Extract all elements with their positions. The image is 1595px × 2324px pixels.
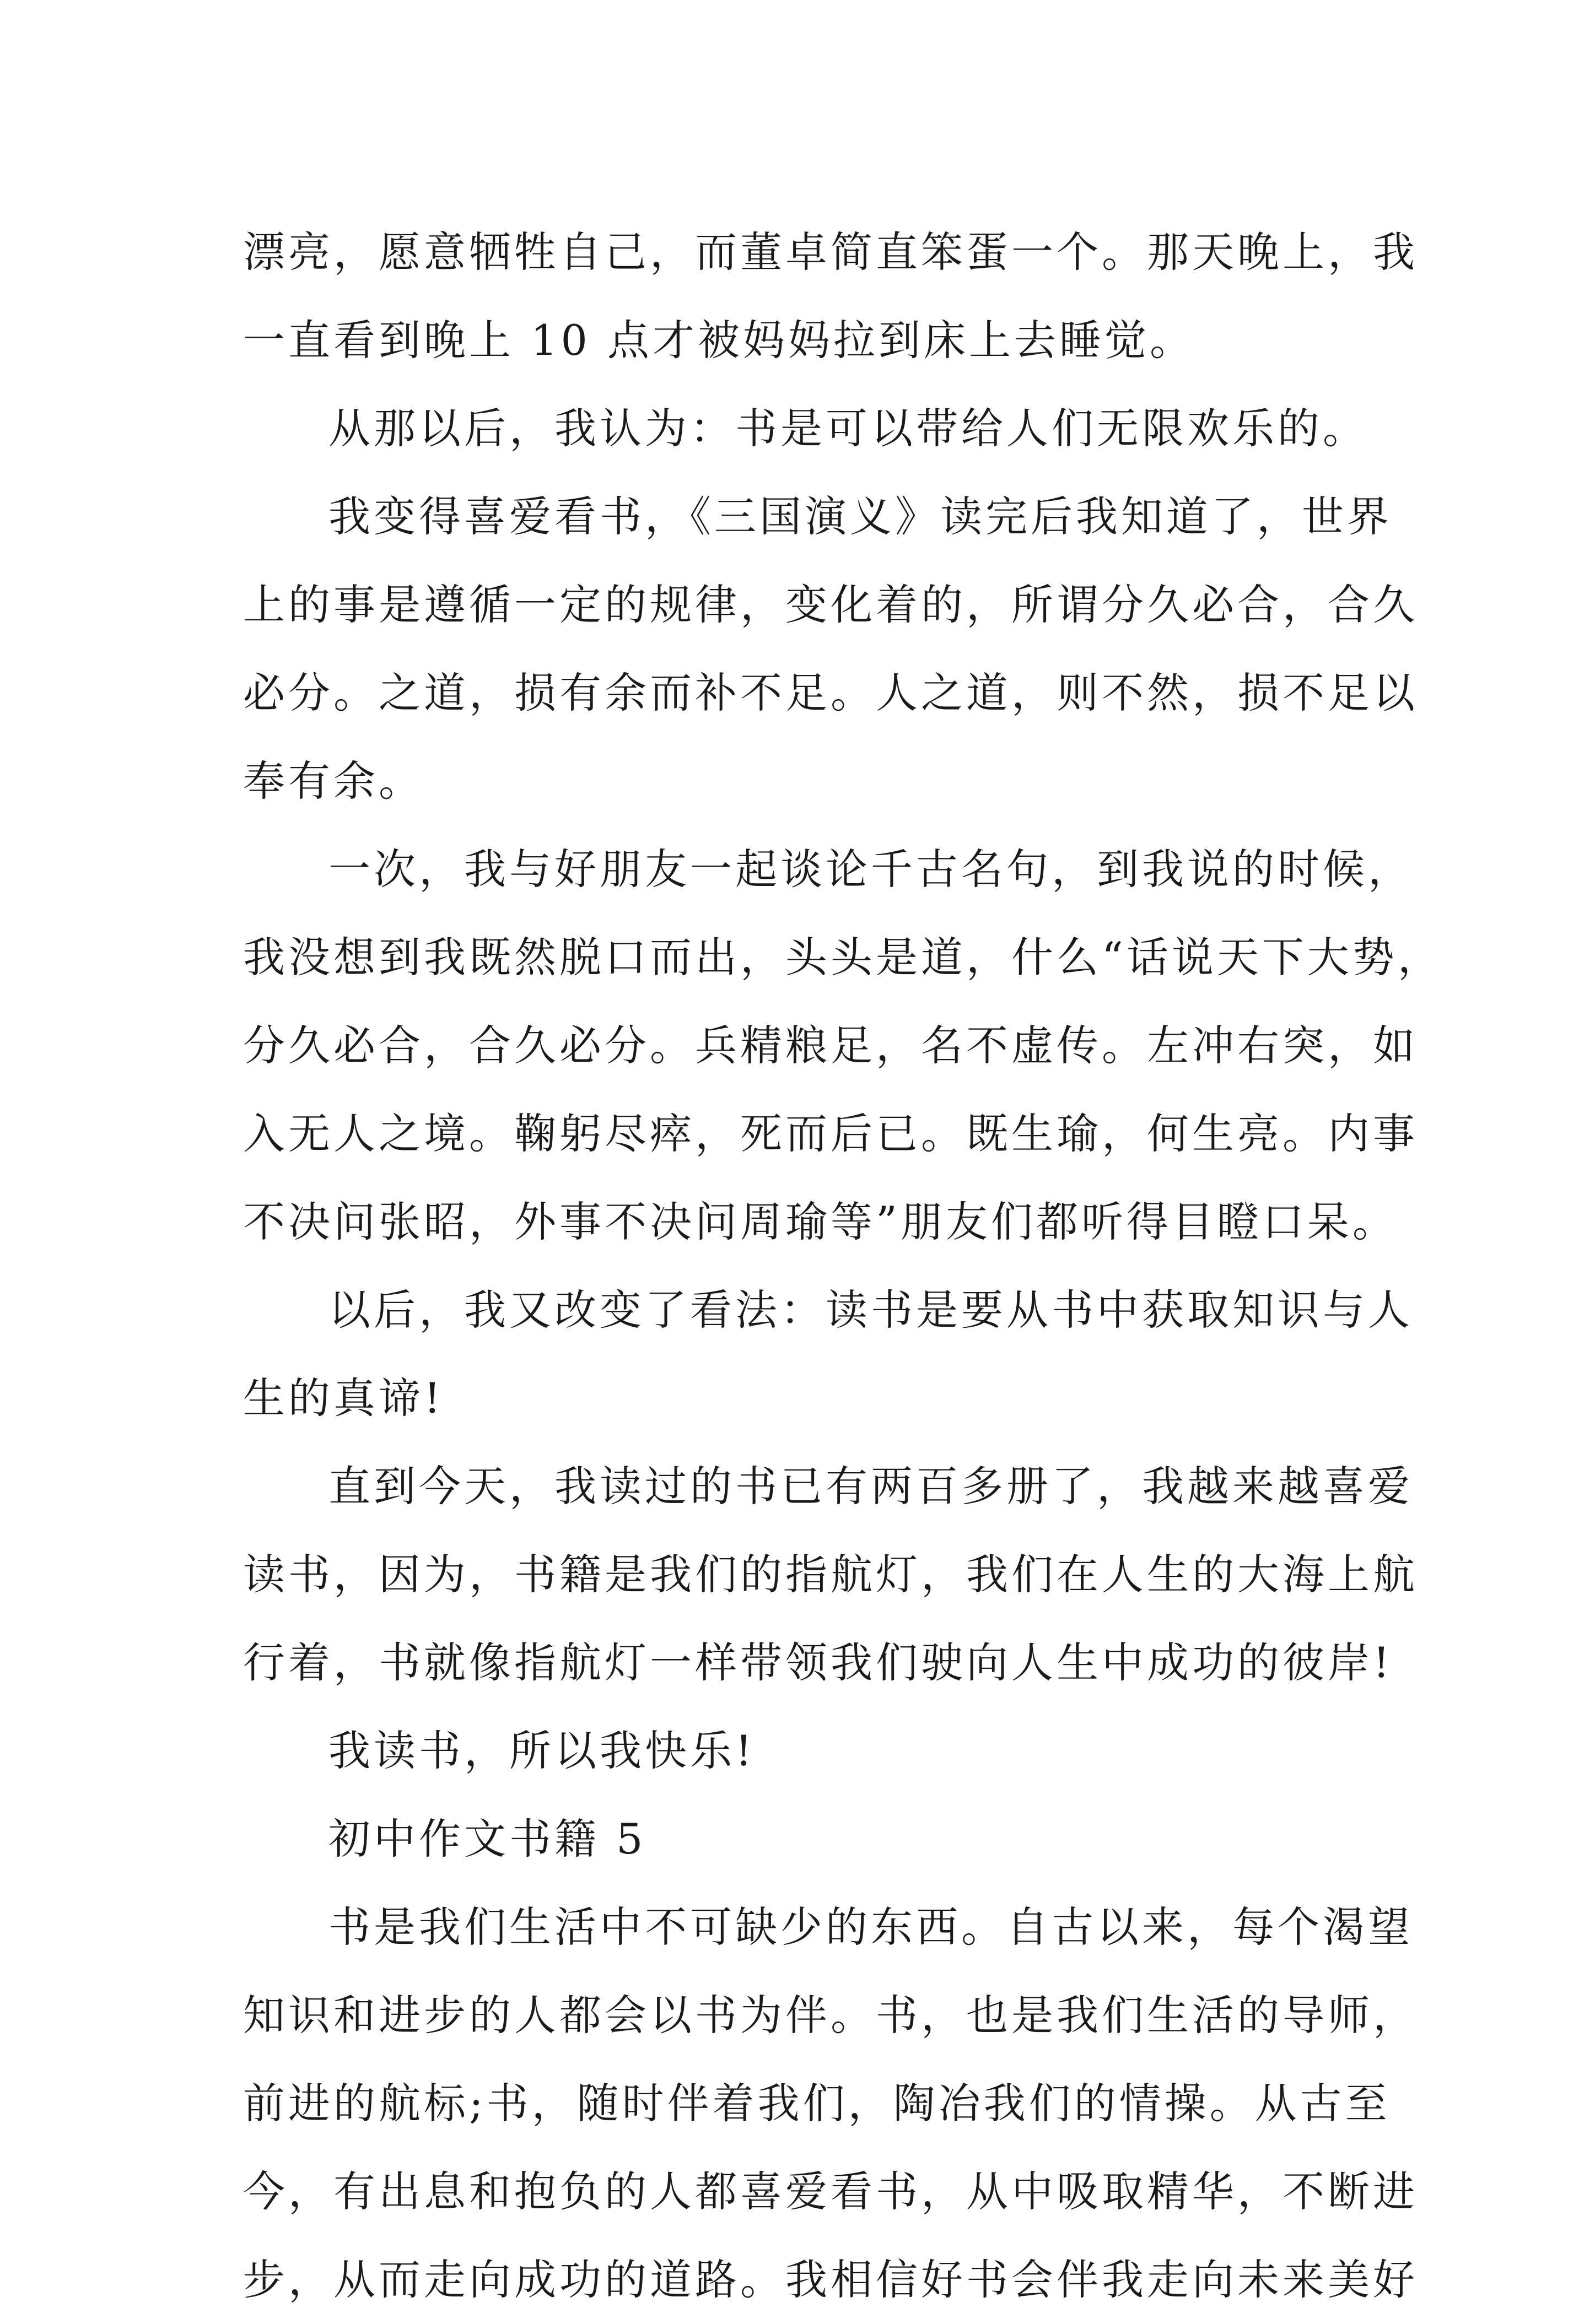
body-text	[243, 208, 1443, 2324]
text-line: 我没想到我既然脱口而出，头头是道，什么“话说天下大势，	[243, 933, 1443, 982]
text-line: 入无人之境。鞠躬尽瘁，死而后已。既生瑜，何生亮。内事	[243, 1109, 1418, 1158]
text-line: 不决问张昭，外事不决问周瑜等”朋友们都听得目瞪口呆。	[243, 1197, 1398, 1246]
text-line: 以后，我又改变了看法：读书是要从书中获取知识与人	[328, 1285, 1413, 1334]
text-line: 步，从而走向成功的道路。我相信好书会伴我走向未来美好	[243, 2255, 1418, 2304]
text-line: 书是我们生活中不可缺少的东西。自古以来，每个渴望	[328, 1903, 1413, 1952]
text-line: 一次，我与好朋友一起谈论千古名句，到我说的时候，	[328, 845, 1413, 894]
text-line: 知识和进步的人都会以书为伴。书，也是我们生活的导师，	[243, 1991, 1418, 2040]
text-line: 一直看到晚上 10 点才被妈妈拉到床上去睡觉。	[243, 316, 1195, 365]
text-line: 我变得喜爱看书，《三国演义》读完后我知道了，世界	[328, 492, 1392, 541]
text-line: 分久必合，合久必分。兵精粮足，名不虚传。左冲右突，如	[243, 1021, 1418, 1070]
text-line: 读书，因为，书籍是我们的指航灯，我们在人生的大海上航	[243, 1550, 1418, 1599]
text-line: 从那以后，我认为：书是可以带给人们无限欢乐的。	[328, 404, 1368, 453]
text-line: 初中作文书籍 5	[328, 1814, 646, 1863]
text-line: 前进的航标;书，随时伴着我们，陶冶我们的情操。从古至	[243, 2079, 1391, 2128]
text-line: 行着，书就像指航灯一样带领我们驶向人生中成功的彼岸!	[243, 1638, 1393, 1687]
text-line: 漂亮，愿意牺牲自己，而董卓简直笨蛋一个。那天晚上，我	[243, 228, 1418, 277]
text-line: 今，有出息和抱负的人都喜爱看书，从中吸取精华，不断进	[243, 2167, 1418, 2216]
text-line: 生的真谛!	[243, 1374, 444, 1423]
text-line: 上的事是遵循一定的规律，变化着的，所谓分久必合，合久	[243, 580, 1418, 629]
text-line: 我读书，所以我快乐!	[328, 1726, 756, 1775]
text-line: 直到今天，我读过的书已有两百多册了，我越来越喜爱	[328, 1462, 1413, 1511]
text-line: 必分。之道，损有余而补不足。人之道，则不然，损不足以	[243, 668, 1418, 717]
text-line: 奉有余。	[243, 756, 424, 806]
